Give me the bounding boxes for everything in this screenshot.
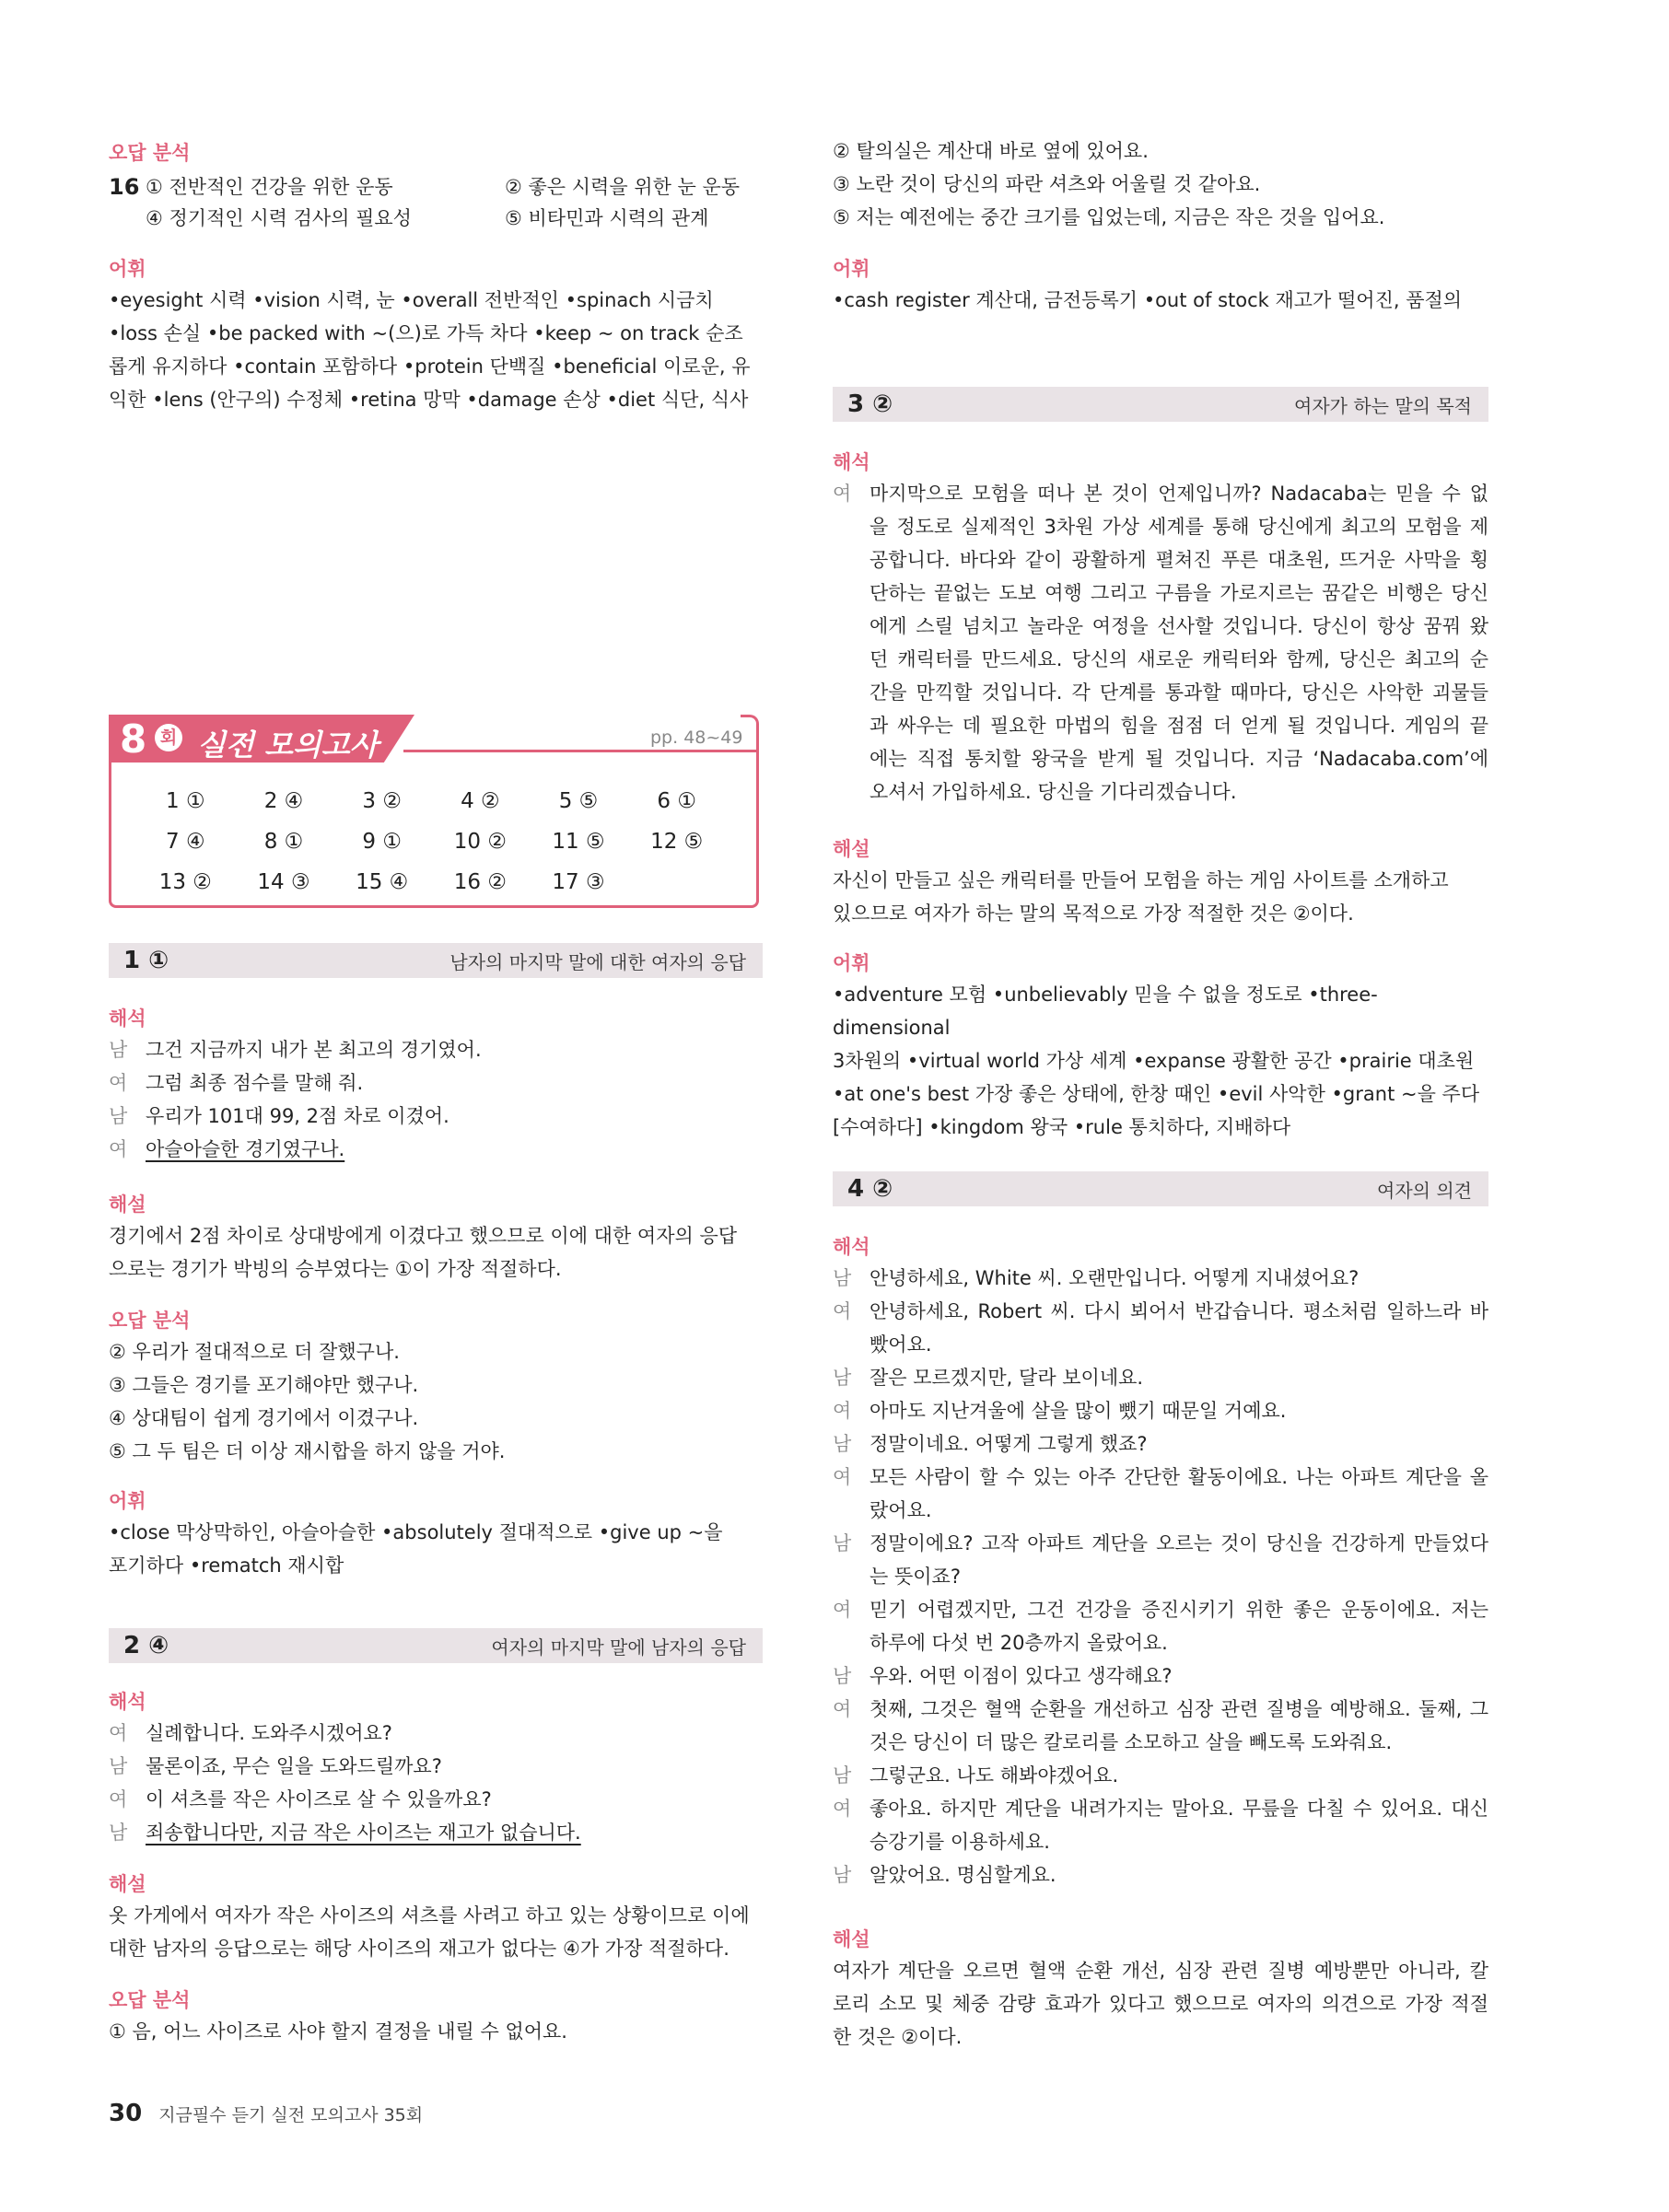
translation-line: 공합니다. 바다와 같이 광활하게 펼쳐진 푸른 대초원, 뜨거운 사막을 횡 [870,549,1488,571]
dialog-line [109,1133,763,1166]
dialog-line [833,1593,1488,1659]
wrong-option: ③ 노란 것이 당신의 파란 셔츠와 어울릴 것 같아요. [833,173,1261,195]
answer-cell: 9 ① [362,830,402,854]
dialog-line [833,1693,1488,1759]
page-range: pp. 48~49 [650,728,743,748]
dialog-line [109,1750,763,1783]
answer-cell: 12 ⑤ [650,830,704,854]
wrong-option: ④ 상대팀이 쉽게 경기에서 이겼구나. [109,1407,419,1429]
page-number: 30 [109,2100,143,2127]
translation-line: 던 캐릭터를 만드세요. 당신의 새로운 캐릭터와 함께, 당신은 최고의 순 [870,648,1488,670]
q4-section-header [833,1171,1488,1206]
dialog-line [833,1295,1488,1361]
q1-vocab [109,1516,763,1582]
q2-wrong-label: 오답 분석 [109,1989,191,2011]
speaker: 여 [833,1466,852,1488]
speaker: 여 [109,1788,128,1810]
line-text: 모든 사람이 할 수 있는 아주 간단한 활동이에요. 나는 아파트 계단을 올 [870,1466,1488,1488]
dialog-line [109,1100,763,1133]
translation-line: 을 정도로 실제적인 3차원 가상 세계를 통해 당신에게 최고의 모험을 제 [870,516,1488,538]
dialog-line [109,1717,763,1750]
q3-monologue [833,477,1488,809]
q1-number: 1 ① [123,947,169,974]
q3-translation-label: 해석 [833,451,870,473]
q3-explanation-label: 해설 [833,838,870,860]
dialog-line [109,1783,763,1816]
explanation-line: 로리 소모 및 체중 감량 효과가 있다고 했으므로 여자의 의견으로 가장 적절 [833,1993,1488,2015]
explanation-line: 자신이 만들고 싶은 캐릭터를 만들어 모험을 하는 게임 사이트를 소개하고 [833,869,1449,891]
q3-explanation [833,864,1488,930]
speaker: 여 [833,1400,852,1422]
line-text: 는 뜻이죠? [870,1566,961,1588]
q1-translation-label: 해석 [109,1007,146,1030]
translation-line: 간을 만끽할 것입니다. 각 단계를 통과할 때마다, 당신은 사악한 괴물들 [870,681,1488,704]
explanation-line: 으로는 경기가 박빙의 승부였다는 ①이 가장 적절하다. [109,1258,562,1280]
speaker: 남 [109,1822,128,1844]
vocab-line: 롭게 유지하다 •contain 포함하다 •protein 단백질 •beneficial 이로운, 유 [109,355,751,378]
line-text: 정말이네요. 어떻게 그렇게 했죠? [870,1433,1148,1455]
answer-cell: 17 ③ [552,870,605,894]
wrong-option: ① 음, 어느 사이즈로 사야 할지 결정을 내릴 수 없어요. [109,2020,567,2043]
line-text: 잘은 모르겠지만, 달라 보이네요. [870,1367,1144,1389]
q16-option-2: ② 좋은 시력을 위한 눈 운동 [505,176,741,198]
q4-explanation [833,1954,1488,2054]
q1-dialog [109,1033,763,1166]
q1-wrong-label: 오답 분석 [109,1310,191,1332]
dialog-line [833,1361,1488,1394]
q3-section-header [833,387,1488,422]
dialog-line [833,1262,1488,1295]
round-title: 실전 모의고사 [197,728,379,763]
answer-cell: 2 ④ [263,789,304,813]
q1-section-header [109,943,763,978]
q4-dialog [833,1262,1488,1892]
q3-vocab-label: 어휘 [833,952,870,974]
answer-underline: 죄송합니다만, 지금 작은 사이즈는 재고가 없습니다. [146,1822,581,1844]
q2-dialog [109,1717,763,1849]
q4-category: 여자의 의견 [1377,1179,1472,1202]
speaker: 여 [833,1300,852,1322]
q3-category: 여자가 하는 말의 목적 [1294,394,1472,417]
vocab-line: •cash register 계산대, 금전등록기 •out of stock 재고가 떨어진, 품절의 [833,289,1463,311]
explanation-line: 경기에서 2점 차이로 상대방에게 이겼다고 했으므로 이에 대한 여자의 응답 [109,1225,738,1247]
translation-line: 에는 직접 통치할 왕국을 받게 될 것입니다. 지금 ‘Nadacaba.com’에 [870,748,1488,770]
q2-wrong-options [109,2015,763,2048]
answer-cell: 15 ④ [356,870,409,894]
answer-cell: 6 ① [657,789,696,813]
vocab-line: •close 막상막하인, 아슬아슬한 •absolutely 절대적으로 •give up ~을 [109,1521,723,1543]
line-text: 실례합니다. 도와주시겠어요? [146,1722,392,1744]
line-text: 안녕하세요, White 씨. 오랜만입니다. 어떻게 지내셨어요? [870,1267,1360,1289]
line-text: 빴어요. [870,1333,932,1356]
q1-category: 남자의 마지막 말에 대한 여자의 응답 [449,950,746,973]
dialog-line [833,1759,1488,1792]
q3-number: 3 ② [847,390,893,418]
explanation-line: 옷 가게에서 여자가 작은 사이즈의 셔츠를 사려고 하고 있는 상황이므로 이에 [109,1904,750,1927]
round-number: 8 [120,716,147,762]
wrong-option: ② 우리가 절대적으로 더 잘했구나. [109,1341,400,1363]
line-text: 아마도 지난겨울에 살을 많이 뺐기 때문일 거예요. [870,1400,1287,1422]
translation-line: 에게 스릴 넘치고 놀라운 여정을 선사할 것입니다. 당신이 항상 꿈꿔 왔 [870,615,1488,637]
dialog-line [109,1033,763,1066]
dialog-line [833,1659,1488,1693]
line-text: 믿기 어렵겠지만, 그건 건강을 증진시키기 위한 좋은 운동이에요. 저는 [870,1599,1488,1621]
vocab-line: [수여하다] •kingdom 왕국 •rule 통치하다, 지배하다 [833,1116,1291,1138]
answer-cell: 13 ② [158,870,212,894]
q2-translation-label: 해석 [109,1691,146,1713]
wrong-option: ⑤ 그 두 팀은 더 이상 재시합을 하지 않을 거야. [109,1440,506,1462]
speaker: 남 [833,1665,852,1687]
speaker: 여 [109,1722,128,1744]
speaker: 여 [833,1798,852,1820]
q4-explanation-label: 해설 [833,1928,870,1950]
answer-cell: 10 ② [453,830,507,854]
answer-cell: 7 ④ [166,830,205,854]
line-text: 승강기를 이용하세요. [870,1831,1050,1853]
q16-option-4: ④ 정기적인 시력 검사의 필요성 [146,207,412,229]
speaker: 남 [109,1039,128,1061]
line-text: 알았어요. 명심할게요. [870,1864,1056,1886]
answer-cell: 11 ⑤ [552,830,605,854]
line-text: 첫째, 그것은 혈액 순환을 개선하고 심장 관련 질병을 예방해요. 둘째, 그 [870,1698,1488,1720]
speaker: 여 [109,1072,128,1094]
line-text: 그건 지금까지 내가 본 최고의 경기였어. [146,1039,482,1061]
speaker: 남 [833,1764,852,1787]
answer-key-box [109,715,763,912]
dialog-line [109,1066,763,1100]
answer-cell: 3 ② [362,789,402,813]
speaker: 남 [833,1367,852,1389]
speaker: 남 [833,1267,852,1289]
answer-underline: 아슬아슬한 경기였구나. [146,1138,345,1160]
line-text: 랐어요. [870,1499,932,1521]
q1-explanation-label: 해설 [109,1193,146,1216]
dialog-line [833,1394,1488,1427]
q2-category: 여자의 마지막 말에 남자의 응답 [491,1636,746,1659]
dialog-line [109,1816,763,1849]
speaker: 여 [833,483,852,505]
line-text: 이 셔츠를 작은 사이즈로 살 수 있을까요? [146,1788,492,1810]
line-text: 우리가 101대 99, 2점 차로 이겼어. [146,1105,449,1127]
answer-cell: 1 ① [166,789,205,813]
translation-line: 단하는 끝없는 도보 여행 그리고 구름을 가로지르는 꿈같은 비행은 당신 [870,582,1488,604]
answer-cell: 5 ⑤ [558,789,599,813]
answer-cell: 4 ② [461,789,500,813]
q16-vocab [109,284,763,416]
line-text: 하루에 다섯 번 20층까지 올랐어요. [870,1632,1168,1654]
speaker: 남 [833,1864,852,1886]
q4-translation-label: 해석 [833,1236,870,1258]
line-text: 안녕하세요, Robert 씨. 다시 뵈어서 반갑습니다. 평소처럼 일하느라 바 [870,1300,1488,1322]
q16-vocab-label: 어휘 [109,258,146,280]
speaker: 여 [833,1599,852,1621]
q2-number: 2 ④ [123,1632,169,1659]
vocab-line: •adventure 모험 •unbelievably 믿을 수 없을 정도로 •three-dimensional [833,984,1378,1039]
q16-option-5: ⑤ 비타민과 시력의 관계 [505,207,709,229]
vocab-line: 익한 •lens (안구의) 수정체 •retina 망막 •damage 손상 •diet 식단, 식사 [109,389,749,411]
q2-vocab [833,284,1488,317]
round-hoe-badge: 회 [155,724,182,751]
line-text: 것은 당신이 더 많은 칼로리를 소모하고 살을 빼도록 도와줘요. [870,1731,1393,1753]
wrong-option: ⑤ 저는 예전에는 중간 크기를 입었는데, 지금은 작은 것을 입어요. [833,206,1385,228]
speaker: 남 [833,1532,852,1554]
q1-wrong-options [109,1335,763,1468]
explanation-line: 대한 남자의 응답으로는 해당 사이즈의 재고가 없다는 ④가 가장 적절하다. [109,1938,729,1960]
line-text: 그렇군요. 나도 해봐야겠어요. [870,1764,1119,1787]
line-text: 물론이죠, 무슨 일을 도와드릴까요? [146,1755,442,1777]
line-text: 정말이에요? 고작 아파트 계단을 오르는 것이 당신을 건강하게 만들었다 [870,1532,1488,1554]
answer-cell: 16 ② [453,870,507,894]
q2-explanation [109,1899,763,1965]
translation-line: 마지막으로 모험을 떠나 본 것이 언제입니까? Nadacaba는 믿을 수 없 [870,483,1488,505]
vocab-line: •loss 손실 •be packed with ~(으)로 가득 차다 •keep ~ on track 순조 [109,322,743,344]
dialog-line [833,1792,1488,1858]
wrong-option: ② 탈의실은 계산대 바로 옆에 있어요. [833,140,1149,162]
q16-wrong-label: 오답 분석 [109,142,191,164]
vocab-line: •eyesight 시력 •vision 시력, 눈 •overall 전반적인 •spinach 시금치 [109,289,714,311]
answer-cell: 8 ① [263,830,304,854]
explanation-line: 여자가 계단을 오르면 혈액 순환 개선, 심장 관련 질병 예방뿐만 아니라, 칼 [833,1960,1488,1982]
dialog-line [833,1461,1488,1527]
vocab-line: 포기하다 •rematch 재시합 [109,1554,344,1577]
q2-section-header [109,1628,763,1663]
line-text: 그럼 최종 점수를 말해 줘. [146,1072,364,1094]
dialog-line [833,1427,1488,1461]
q1-vocab-label: 어휘 [109,1490,146,1512]
answer-cell: 14 ③ [257,870,310,894]
speaker: 남 [109,1755,128,1777]
speaker: 남 [109,1105,128,1127]
line-text: 좋아요. 하지만 계단을 내려가지는 말아요. 무릎을 다칠 수 있어요. 대신 [870,1798,1488,1820]
q16-number: 16 [109,174,140,200]
book-title: 지금필수 듣기 실전 모의고사 35회 [158,2105,424,2125]
speaker: 여 [109,1138,128,1160]
wrong-option: ③ 그들은 경기를 포기해야만 했구나. [109,1374,419,1396]
speaker: 남 [833,1433,852,1455]
q2-wrong-options-continued [833,134,1488,234]
q2-explanation-label: 해설 [109,1873,146,1895]
line-text [146,1816,763,1849]
q16-option-1: ① 전반적인 건강을 위한 운동 [146,176,393,198]
q3-vocab [833,978,1488,1144]
answer-grid [136,781,726,902]
translation-line: 오셔서 가입하세요. 당신을 기다리겠습니다. [870,781,1237,803]
dialog-line [833,1527,1488,1593]
vocab-line: 3차원의 •virtual world 가상 세계 •expanse 광활한 공간 •prairie 대초원 [833,1050,1475,1072]
q16-wrong-options [109,171,763,234]
line-text [146,1133,763,1166]
speaker: 여 [833,1698,852,1720]
page-footer [109,2100,423,2127]
q3-translation [870,477,1488,809]
explanation-line: 있으므로 여자가 하는 말의 목적으로 가장 적절한 것은 ②이다. [833,902,1354,925]
vocab-line: •at one's best 가장 좋은 상태에, 한창 때인 •evil 사악한 •grant ~을 주다 [833,1083,1480,1105]
explanation-line: 한 것은 ②이다. [833,2026,963,2048]
q4-number: 4 ② [847,1175,893,1203]
line-text: 우와. 어떤 이점이 있다고 생각해요? [870,1665,1173,1687]
translation-line: 과 싸우는 데 필요한 마법의 힘을 점점 더 얻게 될 것입니다. 게임의 끝 [870,715,1488,737]
dialog-line [833,1858,1488,1892]
q2-vocab-label: 어휘 [833,258,870,280]
q1-explanation [109,1219,763,1286]
